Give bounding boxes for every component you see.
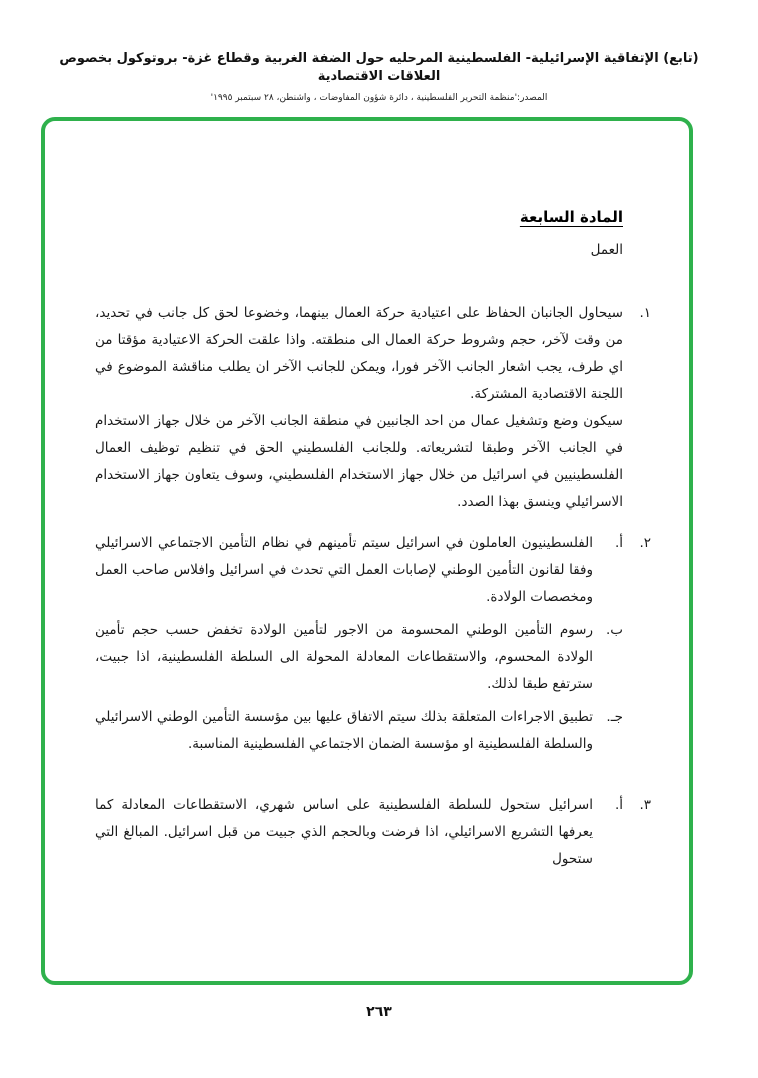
document-title: (تابع) الإتفاقية الإسرائيلية- الفلسطينية المرحليه حول الضفة الغربية وقطاع غزة- بروتوكول بخصوص العلاقات الاقتصادية bbox=[59, 51, 699, 84]
article-subtitle: العمل bbox=[590, 242, 623, 258]
item-2-sub-b bbox=[95, 617, 623, 698]
item-2-sub-c-text: تطبيق الاجراءات المتعلقة بذلك سيتم الاتفاق عليها بين مؤسسة التأمين الوطني الاسرائيلي والسلطة الفلسطينية او مؤسسة الضمان الاجتماعي الفلسطينية المناسبة. bbox=[95, 709, 593, 752]
document-source-line: المصدر:'منظمة التحرير الفلسطينية ، دائرة شؤون المفاوضات ، واشنطن، ٢٨ سبتمبر ١٩٩٥' bbox=[210, 93, 548, 103]
document-content bbox=[45, 121, 689, 873]
item-2-sub-a-label: أ. bbox=[614, 535, 623, 551]
item-2-number: ٢. bbox=[639, 535, 651, 551]
item-2-sub-c-label: جـ. bbox=[606, 709, 623, 725]
item-1-paragraph-1: سيحاول الجانبان الحفاظ على اعتيادية حركة العمال بينهما، وخضوعا لحق كل جانب في تحديد، من وقت لآخر، حجم وشروط حركة العمال الى منطقته. واذا علقت الحركة الاعتيادية مؤقتا من اي طرف، يجب اشعار الجانب الآخر فورا، ويمكن للجانب الآخر ان يطلب مناقشة الموضوع في اللجنة الاقتصادية المشتركة. bbox=[95, 305, 623, 402]
item-2-sub-b-label: ب. bbox=[605, 622, 623, 638]
item-3-sub-a-label: أ. bbox=[614, 797, 623, 813]
item-3-sub-a bbox=[95, 792, 623, 873]
item-2-sub-c bbox=[95, 704, 623, 758]
page-header bbox=[0, 50, 758, 103]
page-number: ٢٦٣ bbox=[366, 1004, 392, 1020]
item-3-body bbox=[95, 792, 623, 873]
item-2-sub-a-text: الفلسطينيون العاملون في اسرائيل سيتم تأمينهم في نظام التأمين الاجتماعي الاسرائيلي وفقا لقانون التأمين الوطني لإصابات العمل التي تحدث في اسرائيل وافلاس صاحب العمل ومخصصات الولادة. bbox=[95, 535, 593, 605]
item-2-sub-a bbox=[95, 530, 623, 611]
article-title: المادة السابعة bbox=[519, 208, 623, 226]
article-item-2 bbox=[95, 530, 651, 758]
item-2-sub-b-text: رسوم التأمين الوطني المحسومة من الاجور لتأمين الولادة تخفض حسب حجم تأمين الولادة المحسوم، والاستقطاعات المعادلة المحولة الى السلطة الفلسطينية، اذا جبيت، سترتفع طبقا لذلك. bbox=[95, 622, 593, 692]
article-item-1 bbox=[95, 300, 651, 516]
article-item-3 bbox=[95, 792, 651, 873]
item-3-number: ٣. bbox=[639, 797, 651, 813]
article-items bbox=[95, 300, 651, 873]
item-3-sub-a-text: اسرائيل ستحول للسلطة الفلسطينية على اساس شهري، الاستقطاعات المعادلة كما يعرفها التشريع الاسرائيلي، اذا فرضت وبالحجم الذي جبيت من قبل اسرائيل. المبالغ التي ستحول bbox=[95, 797, 593, 867]
item-1-body bbox=[95, 300, 623, 516]
item-1-number: ١. bbox=[639, 305, 651, 321]
item-1-paragraph-2: سيكون وضع وتشغيل عمال من احد الجانبين في منطقة الجانب الآخر من خلال جهاز الاستخدام في الجانب الآخر وطبقا لتشريعاته. وللجانب الفلسطيني الحق في تنظيم توظيف العمال الفلسطينيين في اسرائيل من خلال جهاز الاستخدام الفلسطيني، وسوف يتعاون جهاز الاستخدام الاسرائيلي وينسق بهذا الصدد. bbox=[95, 413, 623, 510]
document-frame bbox=[41, 117, 693, 985]
item-2-body bbox=[95, 530, 623, 758]
